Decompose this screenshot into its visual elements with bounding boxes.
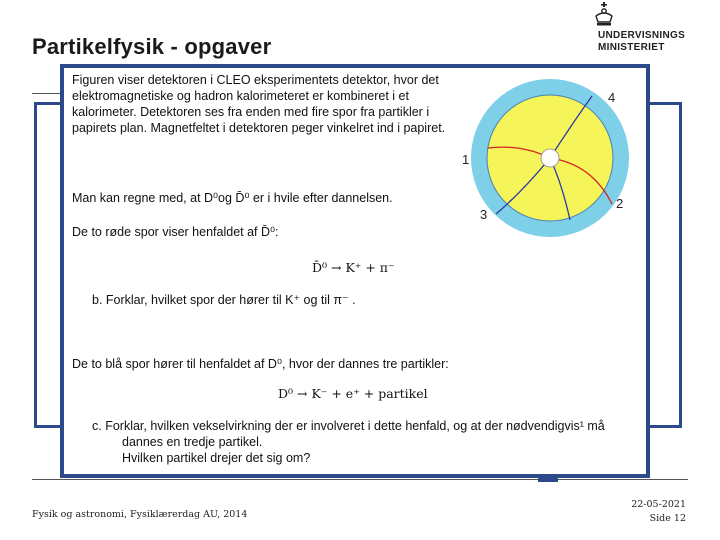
question-b: b. Forklar, hvilket spor der hører til K⁺ og til π⁻ . — [92, 293, 356, 307]
footer-source: Fysik og astronomi, Fysiklærerdag AU, 2014 — [32, 509, 248, 520]
assumption-text: Man kan regne med, at D⁰og D̄⁰ er i hvile efter dannelsen. — [72, 191, 393, 205]
footer-page: Side 12 — [649, 513, 686, 524]
track-label-3: 3 — [480, 207, 488, 222]
track-label-2: 2 — [616, 196, 624, 211]
blue-tracks-text: De to blå spor hører til henfaldet af D⁰, hvor der dannes tre partikler: — [72, 357, 449, 371]
panel-tab — [538, 476, 558, 482]
interaction-point — [541, 149, 559, 167]
divider-top — [32, 93, 62, 94]
red-tracks-text: De to røde spor viser henfaldet af D̄⁰: — [72, 225, 279, 239]
cleo-detector-diagram — [462, 74, 642, 244]
logo-line-1: UNDERVISNINGS — [598, 30, 686, 41]
track-label-4: 4 — [608, 90, 616, 105]
footer-date: 22-05-2021 — [631, 499, 686, 510]
equation-blue-decay: D⁰ → K⁻ + e⁺ + partikel — [278, 386, 428, 401]
footer-info — [631, 498, 686, 526]
exercise-panel — [60, 64, 650, 478]
question-c-line-1: c. Forklar, hvilken vekselvirkning der er involveret i dette henfald, og at der nødvendigvis¹ må — [92, 419, 605, 433]
track-label-1: 1 — [462, 152, 470, 167]
crown-icon — [592, 2, 616, 28]
divider-bottom — [32, 479, 688, 480]
question-c-line-3: Hvilken partikel drejer det sig om? — [122, 451, 311, 465]
equation-red-decay: D̄⁰ → K⁺ + π⁻ — [312, 260, 395, 275]
logo-line-2: MINISTERIET — [598, 42, 665, 53]
slide-title: Partikelfysik - opgaver — [32, 34, 272, 59]
question-c-line-2: dannes en tredje partikel. — [122, 435, 263, 449]
intro-text: Figuren viser detektoren i CLEO eksperimentets detektor, hvor det elektromagnetiske og hadron kalorimeteret er kombineret i et kalorimeter. Detektoren ses fra enden med fire spor fra partikler i papirets plan. Magnetfeltet i detektoren peger vinkelret ind i papiret. — [72, 73, 446, 135]
ministry-logo — [582, 2, 702, 58]
